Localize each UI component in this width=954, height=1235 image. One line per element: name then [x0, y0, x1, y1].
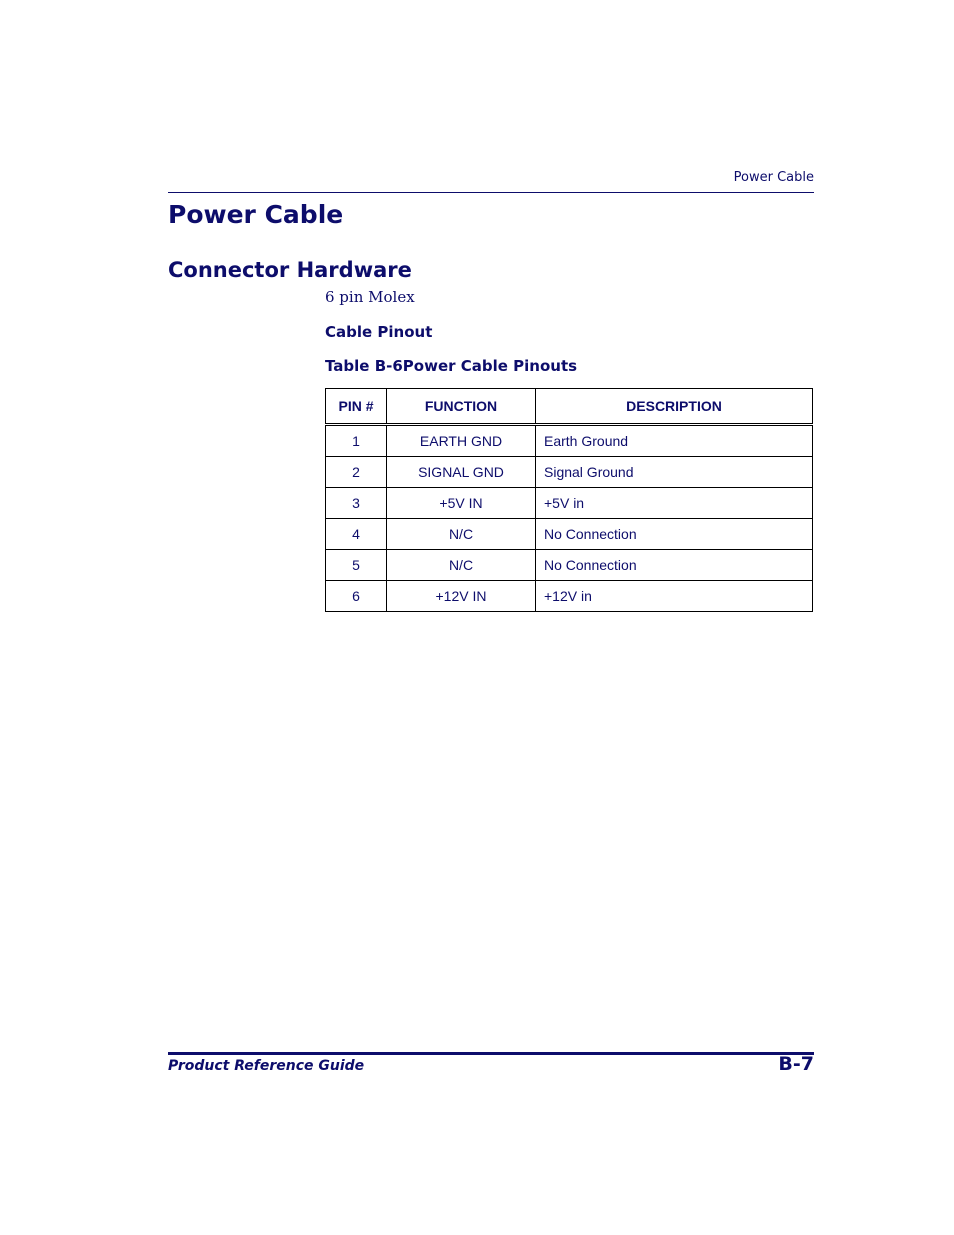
cable-pinout-heading: Cable Pinout [325, 323, 433, 341]
section-title: Connector Hardware [168, 258, 412, 282]
footer-guide-title: Product Reference Guide [168, 1058, 365, 1074]
pinout-table [325, 388, 813, 612]
pin-cell: 2 [326, 457, 387, 488]
column-header-description: DESCRIPTION [536, 389, 813, 425]
column-header-function: FUNCTION [387, 389, 536, 425]
table-row [326, 425, 813, 457]
table-row [326, 457, 813, 488]
function-cell: +12V IN [387, 581, 536, 612]
table-row [326, 550, 813, 581]
description-cell: Earth Ground [536, 425, 813, 457]
table-header-row [326, 389, 813, 425]
description-cell: +12V in [536, 581, 813, 612]
table-row [326, 581, 813, 612]
pin-cell: 4 [326, 519, 387, 550]
description-cell: No Connection [536, 519, 813, 550]
description-cell: +5V in [536, 488, 813, 519]
column-header-pin: PIN # [326, 389, 387, 425]
header-rule [168, 192, 814, 193]
page-title: Power Cable [168, 200, 344, 229]
function-cell: N/C [387, 519, 536, 550]
pin-cell: 6 [326, 581, 387, 612]
function-cell: N/C [387, 550, 536, 581]
function-cell: EARTH GND [387, 425, 536, 457]
pin-cell: 3 [326, 488, 387, 519]
pin-cell: 5 [326, 550, 387, 581]
description-cell: No Connection [536, 550, 813, 581]
table-caption: Table B-6Power Cable Pinouts [325, 357, 578, 375]
pin-cell: 1 [326, 425, 387, 457]
table-row [326, 488, 813, 519]
running-header: Power Cable [733, 170, 814, 185]
function-cell: +5V IN [387, 488, 536, 519]
table-row [326, 519, 813, 550]
connector-type-text: 6 pin Molex [325, 288, 415, 306]
function-cell: SIGNAL GND [387, 457, 536, 488]
description-cell: Signal Ground [536, 457, 813, 488]
page-number: B-7 [778, 1053, 814, 1075]
